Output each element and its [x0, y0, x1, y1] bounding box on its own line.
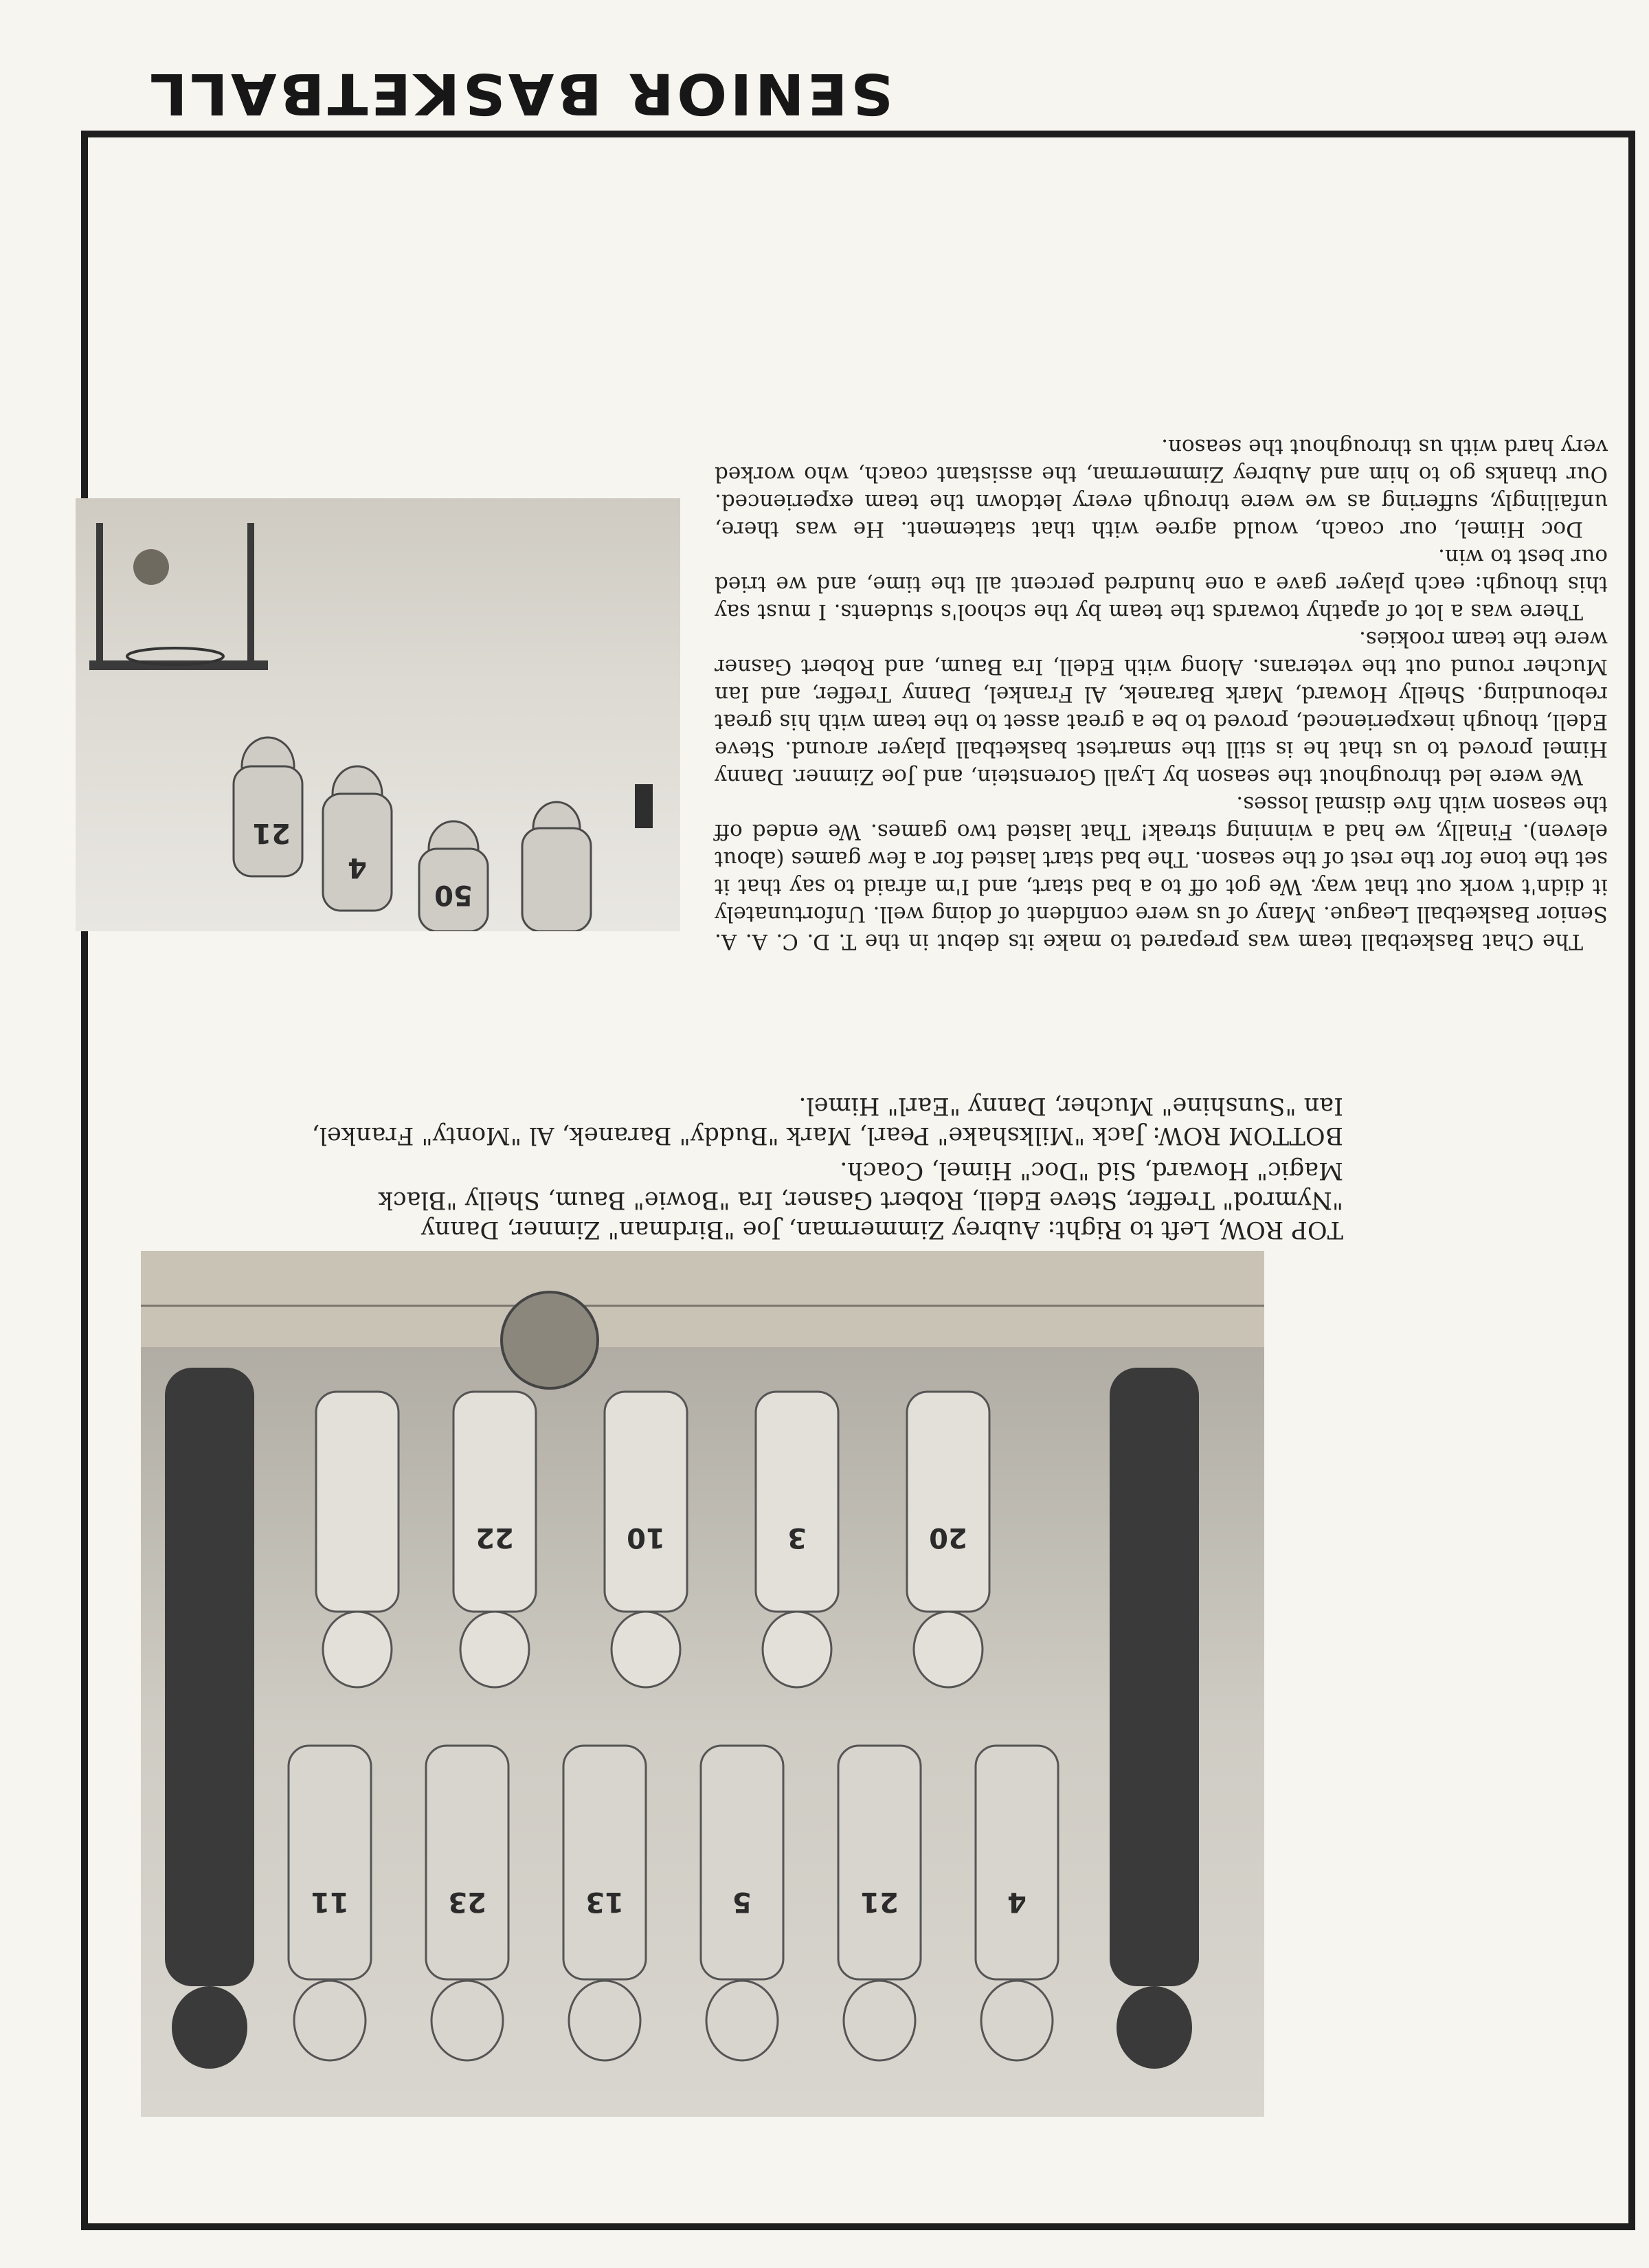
jersey-number: 22	[475, 1522, 514, 1553]
article-paragraph: We were led throughout the season by Lyall Gorenstein, and Joe Zimner. Danny Himel proved to us that he is still the smartest basketball player around. Steve Edell, though inexperienced, proved to be a great asset to the team with his great rebounding. Shelly Howard, Mark Baranek, Al Frankel, Danny Treffer, and Ian Mucher round out the veterans. Along with Edell, Ira Baum, and Robert Gasner were the team rookies.	[715, 627, 1608, 789]
article-body	[715, 433, 1608, 955]
jersey-number: 20	[929, 1522, 967, 1553]
jersey-number: 4	[348, 852, 367, 883]
jersey-number: 5	[732, 1886, 752, 1917]
photo-caption	[306, 1085, 1343, 1244]
jersey-number: 50	[434, 879, 473, 911]
article-paragraph: Doc Himel, our coach, would agree with that statement. He was there, unfailingly, suffering as we were through every letdown the team experienced. Our thanks go to him and Aubrey Zimmerman, the assistant coach, who worked very hard with us throughout the season.	[715, 434, 1608, 542]
article-paragraph: There was a lot of apathy towards the team by the school's students. I must say this though: each player gave a one hundred percent all the time, and we tried our best to win.	[715, 544, 1608, 624]
jersey-number: 13	[585, 1886, 624, 1917]
jersey-number: 23	[448, 1886, 486, 1917]
jersey-number: 21	[860, 1886, 899, 1917]
caption-top-row: TOP ROW, Left to Right: Aubrey Zimmerman, Joe "Birdman" Zimner, Danny "Nymrod" Treffer, Steve Edell, Robert Gasner, Ira "Bowie" Baum, Shelly "Black Magic" Howard, Sid "Doc" Himel, Coach.	[378, 1157, 1343, 1243]
team-photo-figures	[141, 1251, 1264, 2117]
jersey-number: 3	[787, 1522, 807, 1553]
jersey-number: 21	[252, 817, 291, 849]
jersey-number: 11	[311, 1886, 349, 1917]
team-photo	[141, 1251, 1264, 2117]
page-title: SENIOR BASKETBALL	[146, 60, 893, 126]
jersey-number: 4	[1007, 1886, 1027, 1917]
caption-bottom-row: BOTTOM ROW: Jack "Milkshake" Pearl, Mark "Buddy" Baranek, Al "Monty" Frankel, Ian "Sunshine" Mucher, Danny "Earl" Himel.	[311, 1092, 1343, 1149]
article-paragraph: The Chat Basketball team was prepared to make its debut in the T. D. C. A. A. Senior Basketball League. Many of us were confident of doing well. Unfortunately it didn't work out that way. We got off to a bad start, and I'm afraid to say that it set the tone for the rest of the season. The bad start lasted for a few games (about eleven). Finally, we had a winning streak! That lasted two games. We ended off the season with five dismal losses.	[715, 792, 1608, 954]
jersey-number: 10	[627, 1522, 665, 1553]
action-photo	[76, 498, 680, 931]
